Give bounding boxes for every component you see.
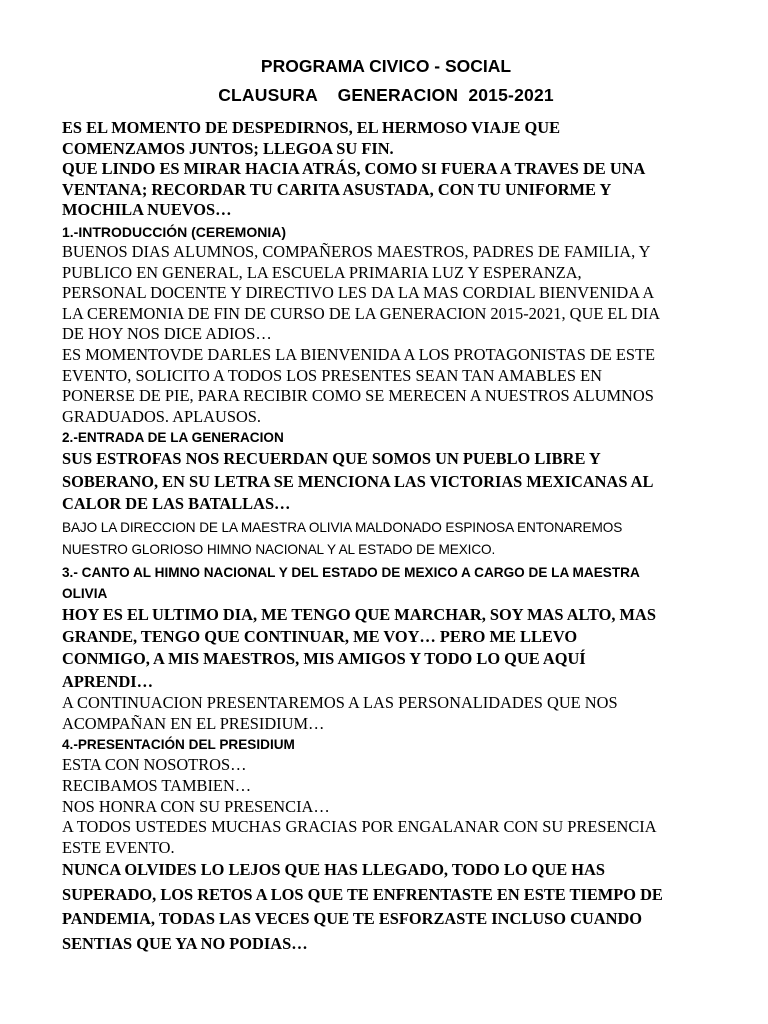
intro-line: MOCHILA NUEVOS… — [62, 200, 232, 220]
section-4 — [62, 735, 710, 956]
section-1-line: ES MOMENTOVDE DARLES LA BIENVENIDA A LOS PROTAGONISTAS DE ESTE — [62, 344, 656, 364]
document-title — [62, 52, 710, 110]
section-3 — [62, 562, 710, 735]
section-1-line: EVENTO, SOLICITO A TODOS LOS PRESENTES SEAN TAN AMABLES EN — [62, 365, 602, 385]
section-4-bold-line: PANDEMIA, TODAS LAS VECES QUE TE ESFORZASTE INCLUSO CUANDO — [62, 909, 643, 929]
section-2-heading: 2.-ENTRADA DE LA GENERACION — [62, 430, 284, 446]
section-4-line: A TODOS USTEDES MUCHAS GRACIAS POR ENGALANAR CON SU PRESENCIA — [62, 817, 657, 837]
section-3-bold-line: HOY ES EL ULTIMO DIA, ME TENGO QUE MARCHAR, SOY MAS ALTO, MAS — [62, 604, 656, 624]
section-3-bold-line: CONMIGO, A MIS MAESTROS, MIS AMIGOS Y TODO LO QUE AQUÍ — [62, 649, 586, 669]
section-2-bold-line: CALOR DE LAS BATALLAS… — [62, 494, 291, 514]
section-2-bold-line: SOBERANO, EN SU LETRA SE MENCIONA LAS VICTORIAS MEXICANAS AL — [62, 471, 654, 491]
section-4-bold-line: SUPERADO, LOS RETOS A LOS QUE TE ENFRENTASTE EN ESTE TIEMPO DE — [62, 884, 663, 904]
section-1-line: GRADUADOS. APLAUSOS. — [62, 406, 262, 426]
section-1-line: PERSONAL DOCENTE Y DIRECTIVO LES DA LA MAS CORDIAL BIENVENIDA A — [62, 283, 655, 303]
section-3-heading-line: OLIVIA — [62, 585, 108, 601]
section-3-bold-line: GRANDE, TENGO QUE CONTINUAR, ME VOY… PERO ME LLEVO — [62, 626, 578, 646]
section-3-line: A CONTINUACION PRESENTAREMOS A LAS PERSONALIDADES QUE NOS — [62, 693, 618, 713]
section-3-heading-line: 3.- CANTO AL HIMNO NACIONAL Y DEL ESTADO DE MEXICO A CARGO DE LA MAESTRA — [62, 564, 640, 580]
intro-line: COMENZAMOS JUNTOS; LLEGOA SU FIN. — [62, 138, 394, 158]
section-1-line: DE HOY NOS DICE ADIOS… — [62, 324, 272, 344]
title-line-1: PROGRAMA CIVICO - SOCIAL — [260, 56, 512, 76]
section-2 — [62, 428, 710, 560]
section-1-line: LA CEREMONIA DE FIN DE CURSO DE LA GENERACION 2015-2021, QUE EL DIA — [62, 303, 661, 323]
section-1-line: PONERSE DE PIE, PARA RECIBIR COMO SE MERECEN A NUESTROS ALUMNOS — [62, 386, 654, 406]
section-1 — [62, 222, 710, 427]
intro-line: VENTANA; RECORDAR TU CARITA ASUSTADA, CON TU UNIFORME Y — [62, 179, 612, 199]
section-2-light-line: BAJO LA DIRECCION DE LA MAESTRA OLIVIA MALDONADO ESPINOSA ENTONAREMOS — [62, 519, 623, 535]
section-1-heading: 1.-INTRODUCCIÓN (CEREMONIA) — [62, 223, 286, 240]
section-4-line: ESTA CON NOSOTROS… — [62, 755, 247, 775]
section-3-line: ACOMPAÑAN EN EL PRESIDIUM… — [62, 713, 325, 733]
title-line-2: CLAUSURA GENERACION 2015-2021 — [218, 85, 554, 105]
section-1-line: BUENOS DIAS ALUMNOS, COMPAÑEROS MAESTROS, PADRES DE FAMILIA, Y — [62, 241, 651, 261]
section-3-bold-line: APRENDI… — [62, 671, 154, 691]
section-4-line: NOS HONRA CON SU PRESENCIA… — [62, 796, 330, 816]
section-1-line: PUBLICO EN GENERAL, LA ESCUELA PRIMARIA LUZ Y ESPERANZA, — [62, 262, 582, 282]
section-4-bold-line: SENTIAS QUE YA NO PODIAS… — [62, 933, 308, 953]
intro-line: QUE LINDO ES MIRAR HACIA ATRÁS, COMO SI FUERA A TRAVES DE UNA — [62, 159, 646, 179]
section-2-bold-line: SUS ESTROFAS NOS RECUERDAN QUE SOMOS UN PUEBLO LIBRE Y — [62, 449, 601, 469]
section-4-heading: 4.-PRESENTACIÓN DEL PRESIDIUM — [62, 737, 295, 753]
intro-block — [62, 118, 710, 221]
section-2-light-line: NUESTRO GLORIOSO HIMNO NACIONAL Y AL ESTADO DE MEXICO. — [62, 541, 496, 557]
section-4-line: ESTE EVENTO. — [62, 837, 175, 857]
section-4-line: RECIBAMOS TAMBIEN… — [62, 775, 252, 795]
section-4-bold-line: NUNCA OLVIDES LO LEJOS QUE HAS LLEGADO, TODO LO QUE HAS — [62, 860, 606, 880]
intro-line: ES EL MOMENTO DE DESPEDIRNOS, EL HERMOSO VIAJE QUE — [62, 118, 561, 137]
